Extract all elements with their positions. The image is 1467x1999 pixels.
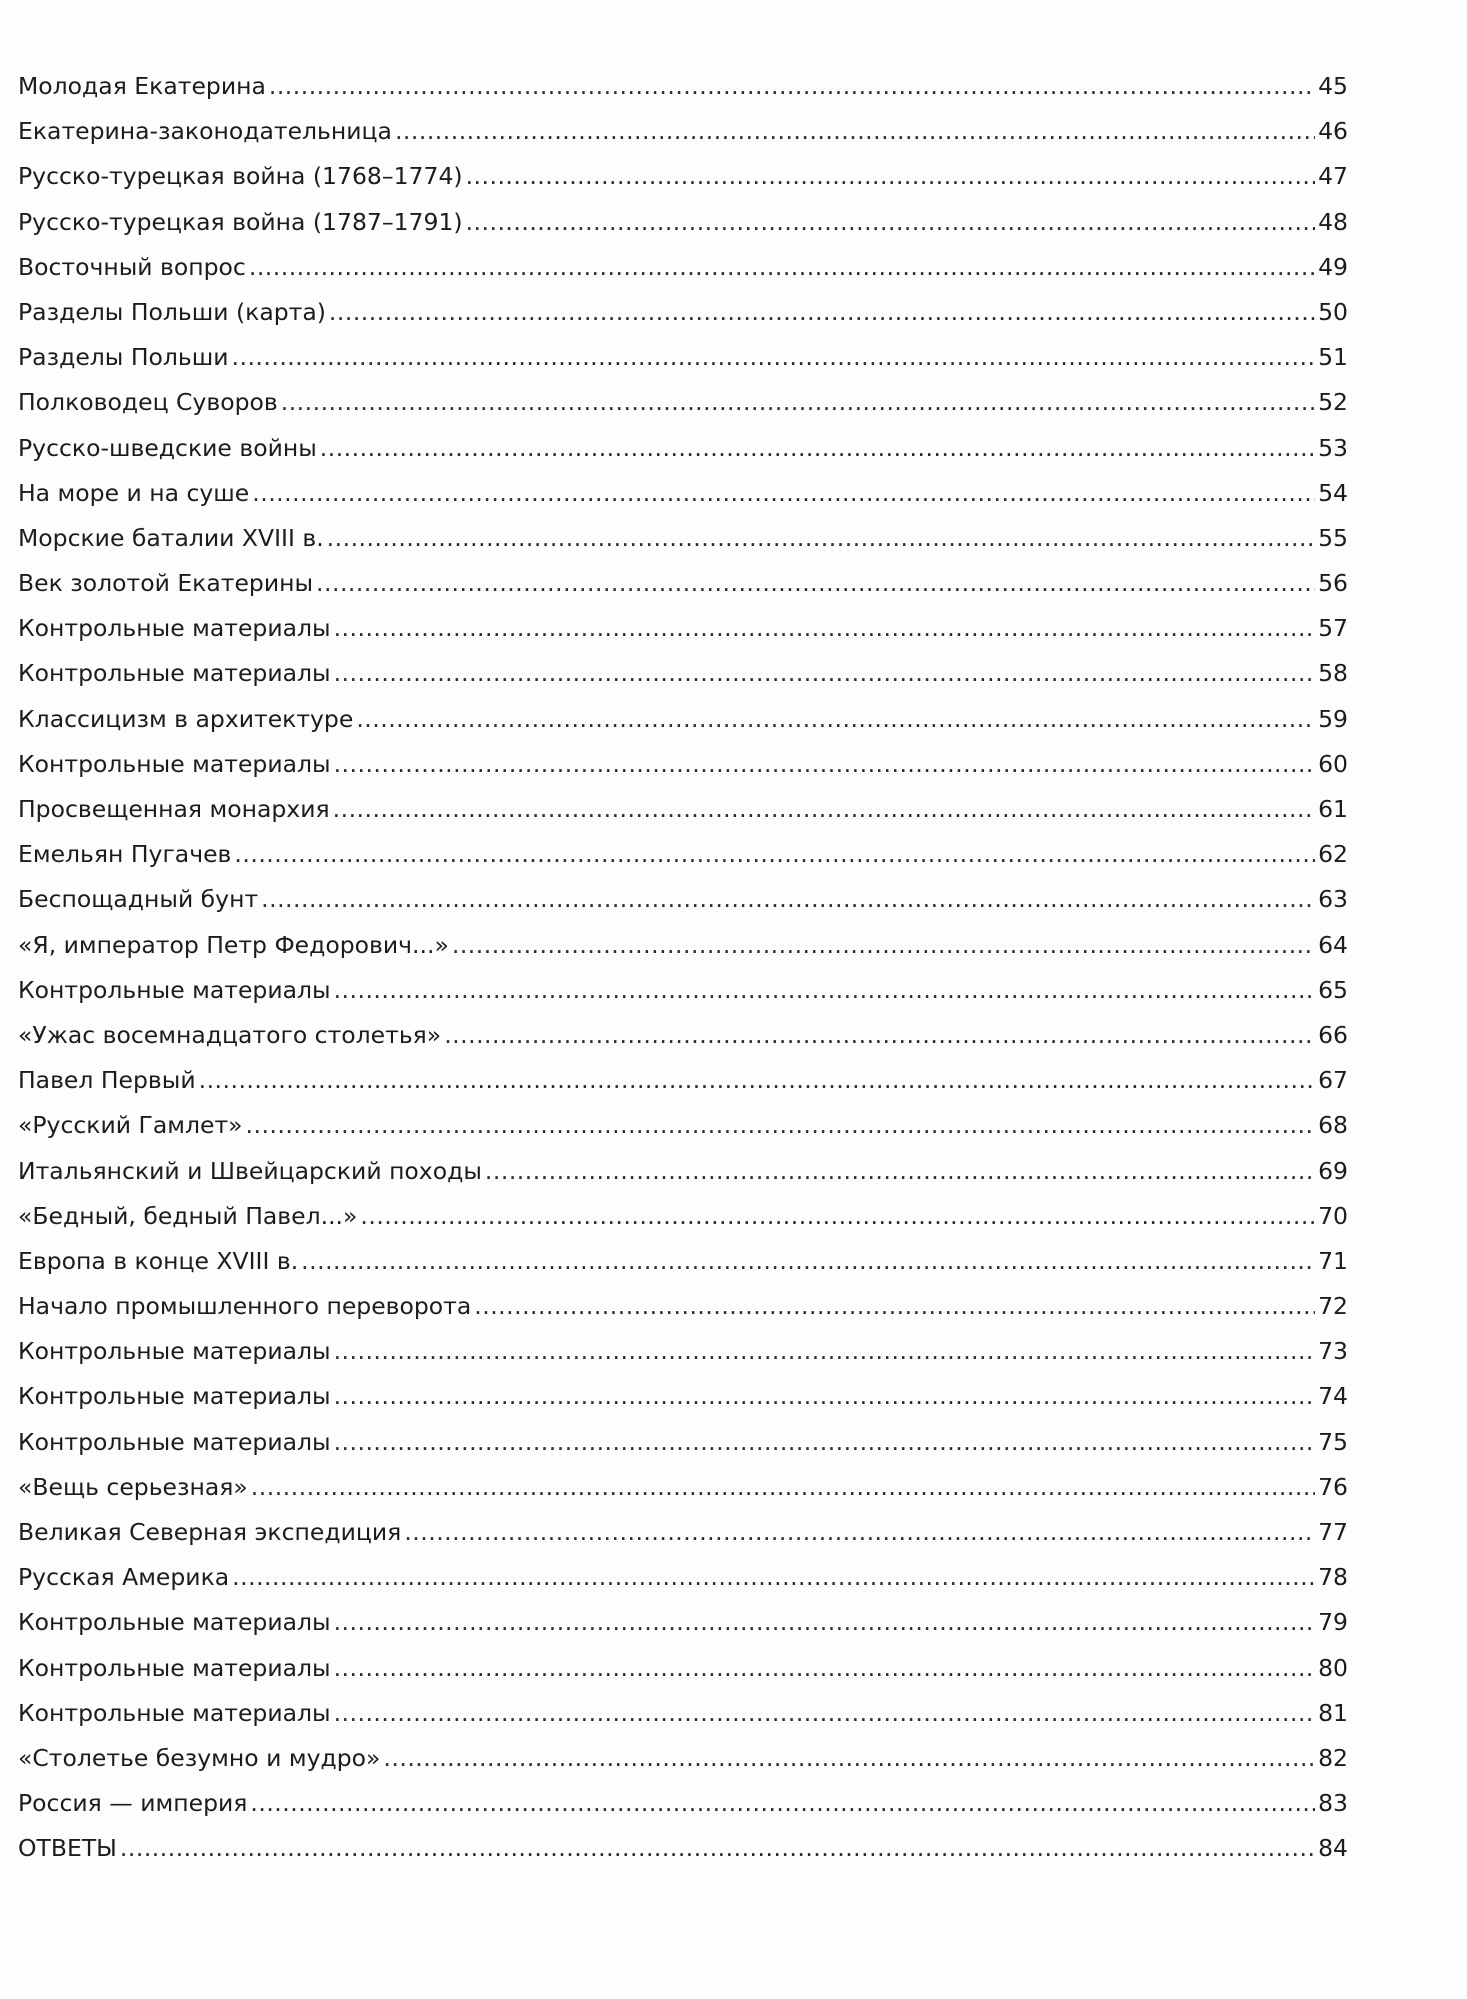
toc-entry-title: Разделы Польши xyxy=(18,343,229,372)
toc-entry xyxy=(18,1736,1348,1781)
toc-entry-page-number: 81 xyxy=(1318,1698,1348,1727)
toc-entry-title: Контрольные материалы xyxy=(18,1427,331,1456)
toc-entry-title: ОТВЕТЫ xyxy=(18,1834,117,1863)
dot-leader xyxy=(334,606,1316,651)
toc-entry-title: «Столетье безумно и мудро» xyxy=(18,1743,381,1772)
toc-entry-page-number: 78 xyxy=(1318,1563,1348,1592)
toc-entry-page-number: 71 xyxy=(1318,1246,1348,1275)
toc-entry-title: Контрольные материалы xyxy=(18,749,331,778)
toc-entry xyxy=(18,877,1348,922)
toc-entry xyxy=(18,1646,1348,1691)
toc-entry-title: Россия — империя xyxy=(18,1789,248,1818)
toc-entry-title: Русско-турецкая война (1787–1791) xyxy=(18,207,463,236)
toc-entry-title: Емельян Пугачев xyxy=(18,840,232,869)
toc-entry-page-number: 51 xyxy=(1318,343,1348,372)
toc-entry-title: Контрольные материалы xyxy=(18,614,331,643)
toc-entry-title: Век золотой Екатерины xyxy=(18,569,314,598)
toc-entry-title: Полководец Суворов xyxy=(18,388,278,417)
toc-entry-title: Контрольные материалы xyxy=(18,1608,331,1637)
toc-entry xyxy=(18,335,1348,380)
toc-entry-page-number: 52 xyxy=(1318,388,1348,417)
toc-entry-page-number: 75 xyxy=(1318,1427,1348,1456)
toc-entry xyxy=(18,742,1348,787)
toc-entry-page-number: 45 xyxy=(1318,72,1348,100)
dot-leader xyxy=(334,968,1316,1013)
toc-entry-title: Контрольные материалы xyxy=(18,1698,331,1727)
toc-entry-title: Контрольные материалы xyxy=(18,1653,331,1682)
toc-entry xyxy=(18,787,1348,832)
toc-entry-title: Русско-шведские войны xyxy=(18,433,317,462)
toc-entry-title: Морские баталии XVIII в. xyxy=(18,523,324,552)
dot-leader xyxy=(334,742,1316,787)
toc-entry xyxy=(18,1284,1348,1329)
toc-entry-page-number: 63 xyxy=(1318,885,1348,914)
toc-entry-title: Классицизм в архитектуре xyxy=(18,704,354,733)
toc-entry-page-number: 62 xyxy=(1318,840,1348,869)
toc-entry-title: Разделы Польши (карта) xyxy=(18,297,326,326)
dot-leader xyxy=(269,64,1315,109)
toc-entry xyxy=(18,426,1348,471)
dot-leader xyxy=(360,1194,1315,1239)
toc-entry-page-number: 49 xyxy=(1318,252,1348,281)
toc-entry xyxy=(18,154,1348,199)
toc-entry-title: Европа в конце XVIII в. xyxy=(18,1246,299,1275)
toc-entry xyxy=(18,1058,1348,1103)
dot-leader xyxy=(329,290,1315,335)
toc-entry-title: «Русский Гамлет» xyxy=(18,1111,243,1140)
toc-entry xyxy=(18,968,1348,1013)
dot-leader xyxy=(334,1329,1316,1374)
toc-entry-title: Беспощадный бунт xyxy=(18,885,259,914)
toc-entry-page-number: 66 xyxy=(1318,1020,1348,1049)
toc-entry xyxy=(18,290,1348,335)
toc-entry xyxy=(18,1103,1348,1148)
toc-entry-title: Контрольные материалы xyxy=(18,975,331,1004)
dot-leader xyxy=(232,1555,1315,1600)
dot-leader xyxy=(301,1239,1315,1284)
toc-entry-title: Павел Первый xyxy=(18,1066,196,1095)
toc-entry-title: «Вещь серьезная» xyxy=(18,1472,248,1501)
dot-leader xyxy=(199,1058,1316,1103)
toc-entry xyxy=(18,606,1348,651)
toc-entry xyxy=(18,1194,1348,1239)
toc-entry-page-number: 69 xyxy=(1318,1156,1348,1185)
toc-entry-page-number: 84 xyxy=(1318,1834,1348,1863)
toc-entry xyxy=(18,1329,1348,1374)
toc-entry xyxy=(18,200,1348,245)
toc-entry-title: Восточный вопрос xyxy=(18,252,246,281)
dot-leader xyxy=(485,1149,1315,1194)
toc-entry-page-number: 72 xyxy=(1318,1292,1348,1321)
dot-leader xyxy=(466,200,1316,245)
dot-leader xyxy=(252,471,1315,516)
toc-entry-page-number: 77 xyxy=(1318,1518,1348,1546)
dot-leader xyxy=(395,109,1315,154)
dot-leader xyxy=(356,697,1315,742)
toc-entry-title: На море и на суше xyxy=(18,478,250,507)
toc-entry-page-number: 64 xyxy=(1318,930,1348,959)
toc-entry xyxy=(18,561,1348,606)
toc-entry xyxy=(18,64,1348,109)
dot-leader xyxy=(249,245,1315,290)
toc-entry-title: Просвещенная монархия xyxy=(18,795,330,823)
toc-entry-page-number: 60 xyxy=(1318,749,1348,778)
toc-entry xyxy=(18,109,1348,154)
dot-leader xyxy=(333,787,1315,832)
toc-entry-page-number: 70 xyxy=(1318,1201,1348,1230)
toc-entry xyxy=(18,1465,1348,1510)
toc-entry-page-number: 68 xyxy=(1318,1111,1348,1140)
toc-entry-title: «Я, император Петр Федорович...» xyxy=(18,930,449,959)
toc-entry xyxy=(18,1781,1348,1826)
dot-leader xyxy=(334,1600,1316,1645)
toc-entry-title: Контрольные материалы xyxy=(18,1337,331,1366)
dot-leader xyxy=(250,1781,1315,1826)
dot-leader xyxy=(334,1646,1316,1691)
toc-entry-page-number: 53 xyxy=(1318,433,1348,462)
toc-entry-page-number: 54 xyxy=(1318,478,1348,507)
toc-entry-title: Начало промышленного переворота xyxy=(18,1292,472,1321)
toc-entry-page-number: 46 xyxy=(1318,117,1348,146)
toc-entry-title: Контрольные материалы xyxy=(18,659,331,688)
toc-entry xyxy=(18,1600,1348,1645)
dot-leader xyxy=(316,561,1315,606)
toc-entry-page-number: 76 xyxy=(1318,1472,1348,1501)
toc-entry-page-number: 50 xyxy=(1318,297,1348,326)
dot-leader xyxy=(404,1510,1315,1555)
table-of-contents xyxy=(18,64,1348,1872)
toc-entry-title: Итальянский и Швейцарский походы xyxy=(18,1156,482,1185)
toc-entry-page-number: 58 xyxy=(1318,659,1348,688)
toc-entry-page-number: 48 xyxy=(1318,207,1348,236)
dot-leader xyxy=(334,1420,1316,1465)
dot-leader xyxy=(261,877,1315,922)
toc-entry xyxy=(18,1149,1348,1194)
toc-entry xyxy=(18,832,1348,877)
dot-leader xyxy=(334,651,1316,696)
toc-entry-page-number: 47 xyxy=(1318,162,1348,191)
toc-entry xyxy=(18,1239,1348,1284)
dot-leader xyxy=(327,516,1315,561)
toc-entry xyxy=(18,1510,1348,1555)
toc-entry xyxy=(18,1826,1348,1871)
toc-entry-page-number: 83 xyxy=(1318,1789,1348,1818)
toc-entry-page-number: 57 xyxy=(1318,614,1348,643)
dot-leader xyxy=(444,1013,1315,1058)
toc-entry-page-number: 61 xyxy=(1318,795,1348,823)
toc-entry xyxy=(18,1374,1348,1419)
dot-leader xyxy=(232,335,1316,380)
toc-entry-page-number: 67 xyxy=(1318,1066,1348,1095)
dot-leader xyxy=(251,1465,1315,1510)
toc-entry-page-number: 82 xyxy=(1318,1743,1348,1772)
toc-entry xyxy=(18,697,1348,742)
toc-entry xyxy=(18,516,1348,561)
toc-entry-page-number: 73 xyxy=(1318,1337,1348,1366)
toc-entry xyxy=(18,1555,1348,1600)
toc-entry xyxy=(18,245,1348,290)
dot-leader xyxy=(383,1736,1315,1781)
dot-leader xyxy=(320,426,1315,471)
toc-entry-title: «Бедный, бедный Павел...» xyxy=(18,1201,358,1230)
toc-entry-page-number: 74 xyxy=(1318,1382,1348,1411)
toc-entry xyxy=(18,380,1348,425)
toc-entry xyxy=(18,1013,1348,1058)
toc-entry-title: Молодая Екатерина xyxy=(18,72,266,100)
dot-leader xyxy=(334,1374,1316,1419)
dot-leader xyxy=(466,154,1316,199)
toc-entry-page-number: 59 xyxy=(1318,704,1348,733)
toc-entry xyxy=(18,923,1348,968)
dot-leader xyxy=(120,1826,1315,1871)
dot-leader xyxy=(281,380,1315,425)
toc-entry-title: «Ужас восемнадцатого столетья» xyxy=(18,1020,442,1049)
toc-entry xyxy=(18,1420,1348,1465)
toc-entry-title: Русско-турецкая война (1768–1774) xyxy=(18,162,463,191)
dot-leader xyxy=(334,1691,1316,1736)
toc-entry-title: Контрольные материалы xyxy=(18,1382,331,1411)
toc-entry-page-number: 80 xyxy=(1318,1653,1348,1682)
dot-leader xyxy=(452,923,1315,968)
dot-leader xyxy=(474,1284,1315,1329)
toc-entry xyxy=(18,471,1348,516)
dot-leader xyxy=(234,832,1315,877)
toc-entry-page-number: 56 xyxy=(1318,569,1348,598)
toc-entry xyxy=(18,651,1348,696)
dot-leader xyxy=(246,1103,1316,1148)
toc-entry-title: Русская Америка xyxy=(18,1563,230,1592)
toc-entry xyxy=(18,1691,1348,1736)
toc-entry-title: Екатерина-законодательница xyxy=(18,117,392,146)
toc-entry-page-number: 65 xyxy=(1318,975,1348,1004)
toc-entry-page-number: 79 xyxy=(1318,1608,1348,1637)
toc-entry-page-number: 55 xyxy=(1318,523,1348,552)
toc-entry-title: Великая Северная экспедиция xyxy=(18,1518,402,1546)
